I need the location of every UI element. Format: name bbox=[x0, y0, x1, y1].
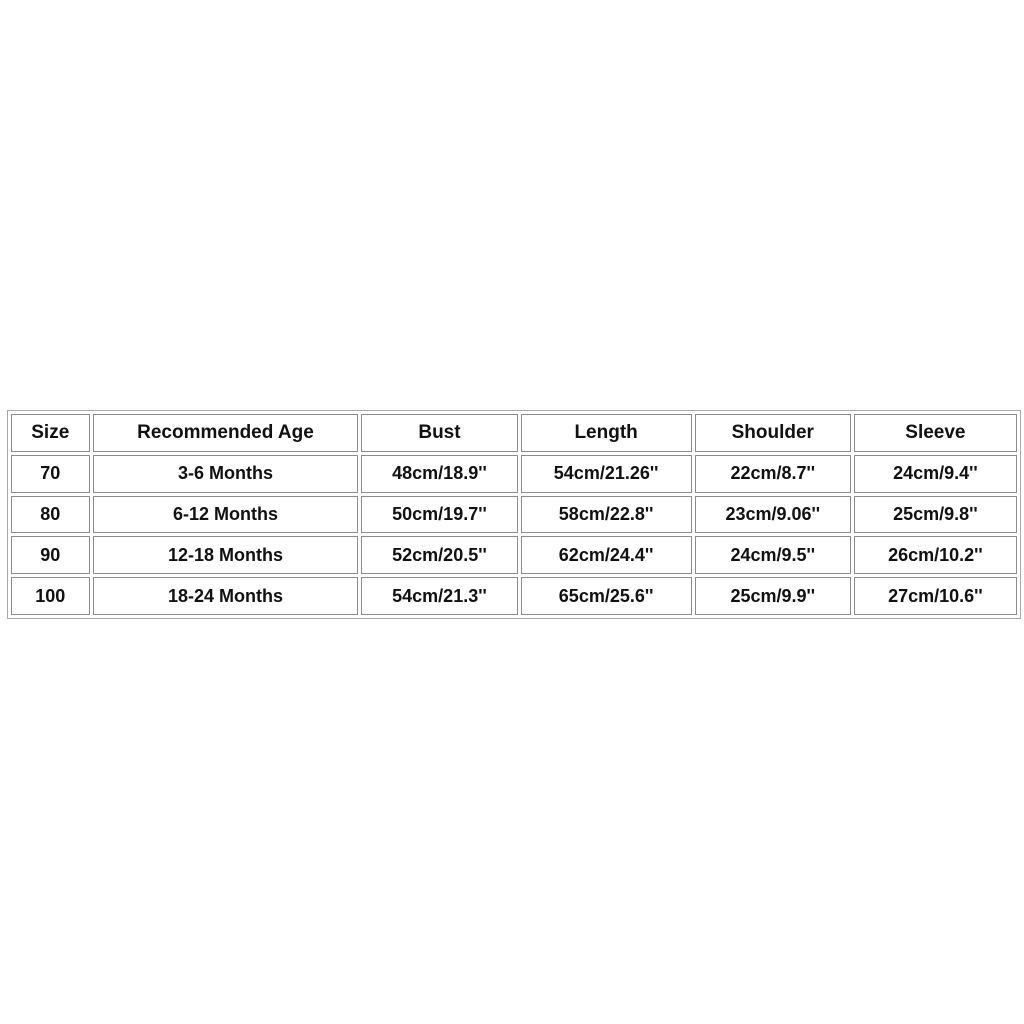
table-cell-age: 6-12 Months bbox=[93, 496, 359, 534]
table-cell-size: 70 bbox=[11, 455, 90, 493]
header-cell-sleeve: Sleeve bbox=[854, 414, 1017, 452]
table-row bbox=[11, 536, 1017, 574]
size-chart-table bbox=[7, 410, 1021, 619]
table-cell-bust: 52cm/20.5'' bbox=[361, 536, 517, 574]
table-cell-length: 65cm/25.6'' bbox=[521, 577, 692, 615]
table-row bbox=[11, 455, 1017, 493]
table-row bbox=[11, 496, 1017, 534]
table-cell-sleeve: 27cm/10.6'' bbox=[854, 577, 1017, 615]
table-cell-shoulder: 23cm/9.06'' bbox=[695, 496, 851, 534]
header-cell-bust: Bust bbox=[361, 414, 517, 452]
table-cell-sleeve: 25cm/9.8'' bbox=[854, 496, 1017, 534]
header-cell-length: Length bbox=[521, 414, 692, 452]
table-cell-size: 90 bbox=[11, 536, 90, 574]
header-cell-shoulder: Shoulder bbox=[695, 414, 851, 452]
table-cell-bust: 50cm/19.7'' bbox=[361, 496, 517, 534]
table-cell-bust: 54cm/21.3'' bbox=[361, 577, 517, 615]
table-cell-shoulder: 24cm/9.5'' bbox=[695, 536, 851, 574]
table-cell-age: 12-18 Months bbox=[93, 536, 359, 574]
table-cell-length: 54cm/21.26'' bbox=[521, 455, 692, 493]
table-cell-sleeve: 26cm/10.2'' bbox=[854, 536, 1017, 574]
table-row bbox=[11, 577, 1017, 615]
table-cell-length: 58cm/22.8'' bbox=[521, 496, 692, 534]
table-cell-size: 80 bbox=[11, 496, 90, 534]
table-cell-size: 100 bbox=[11, 577, 90, 615]
table-cell-shoulder: 25cm/9.9'' bbox=[695, 577, 851, 615]
header-cell-size: Size bbox=[11, 414, 90, 452]
table-cell-length: 62cm/24.4'' bbox=[521, 536, 692, 574]
table-cell-shoulder: 22cm/8.7'' bbox=[695, 455, 851, 493]
header-cell-recommended-age: Recommended Age bbox=[93, 414, 359, 452]
table-cell-sleeve: 24cm/9.4'' bbox=[854, 455, 1017, 493]
table-cell-age: 3-6 Months bbox=[93, 455, 359, 493]
table-header-row bbox=[11, 414, 1017, 452]
table-cell-age: 18-24 Months bbox=[93, 577, 359, 615]
table-cell-bust: 48cm/18.9'' bbox=[361, 455, 517, 493]
